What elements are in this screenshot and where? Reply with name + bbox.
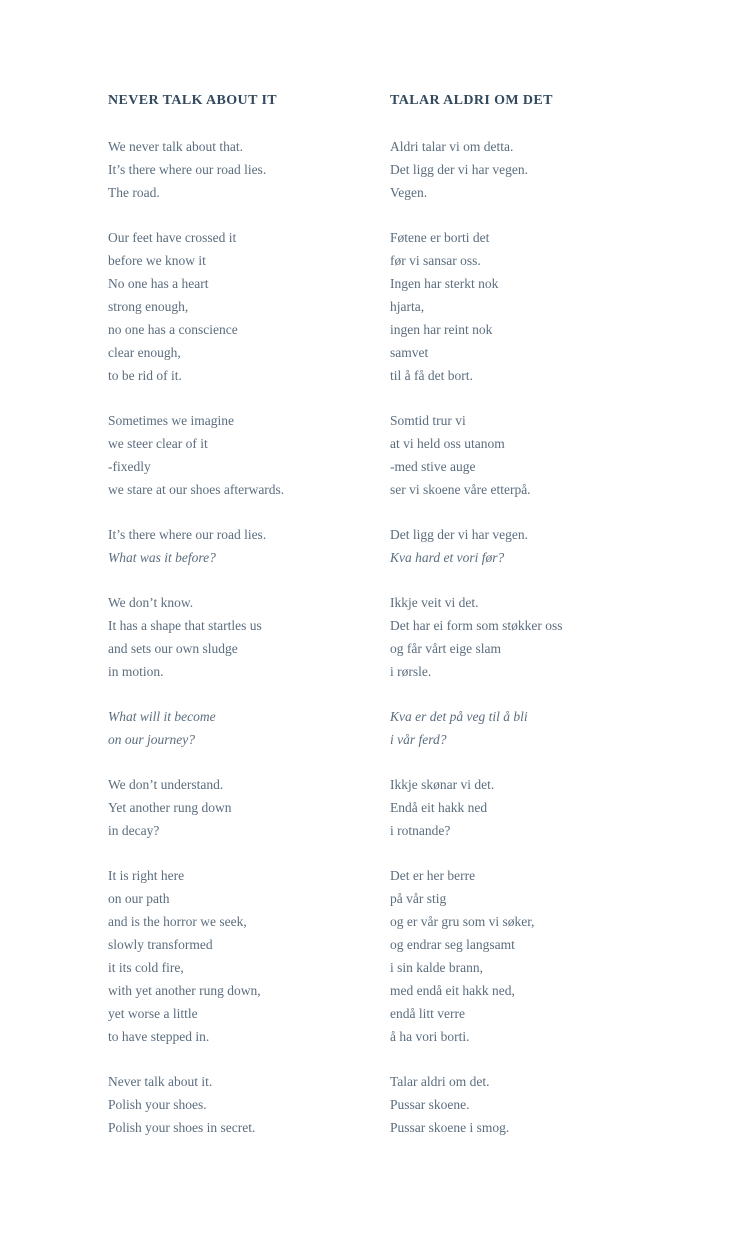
poem-line: No one has a heart: [108, 276, 209, 291]
poem-line: Det ligg der vi har vegen.: [390, 527, 528, 542]
poem-line: Polish your shoes.: [108, 1097, 207, 1112]
poem-line: slowly transformed: [108, 937, 213, 952]
poem-line: We never talk about that.: [108, 139, 243, 154]
stanza: [108, 773, 390, 842]
poem-line: Pussar skoene i smog.: [390, 1120, 510, 1135]
poem-line: Det er her berre: [390, 868, 476, 883]
poem-line: strong enough,: [108, 299, 189, 314]
poem-line: What was it before?: [108, 550, 216, 565]
stanza: [108, 135, 390, 204]
stanza: [390, 773, 672, 842]
poem-line: Never talk about it.: [108, 1074, 213, 1089]
poem-line: Føtene er borti det: [390, 230, 490, 245]
poem-line: in decay?: [108, 823, 160, 838]
poem-line: on our journey?: [108, 732, 195, 747]
column-nynorsk: [390, 89, 672, 1161]
poem-line: Pussar skoene.: [390, 1097, 470, 1112]
poem-line: og endrar seg langsamt: [390, 937, 515, 952]
poem-line: Aldri talar vi om detta.: [390, 139, 514, 154]
stanza: [108, 591, 390, 683]
poem-line: It is right here: [108, 868, 185, 883]
poem-line: we steer clear of it: [108, 436, 208, 451]
poem-line: It has a shape that startles us: [108, 618, 262, 633]
poem-line: yet worse a little: [108, 1006, 198, 1021]
poem-line: The road.: [108, 185, 160, 200]
poem-line: i sin kalde brann,: [390, 960, 483, 975]
poem-line: Ikkje skønar vi det.: [390, 777, 495, 792]
poem-line: Somtid trur vi: [390, 413, 466, 428]
poem-line: i vår ferd?: [390, 732, 447, 747]
poem-line: Det ligg der vi har vegen.: [390, 162, 528, 177]
poem-line: What will it become: [108, 709, 216, 724]
poem-line: Yet another rung down: [108, 800, 232, 815]
poem-line: Endå eit hakk ned: [390, 800, 488, 815]
poem-line: at vi held oss utanom: [390, 436, 505, 451]
poem-line: Kva er det på veg til å bli: [390, 709, 528, 724]
poem-line: Vegen.: [390, 185, 428, 200]
poem-line: on our path: [108, 891, 170, 906]
poem-line: ser vi skoene våre etterpå.: [390, 482, 531, 497]
poem-line: it its cold fire,: [108, 960, 184, 975]
poem-line: no one has a conscience: [108, 322, 238, 337]
poem-line: Ikkje veit vi det.: [390, 595, 479, 610]
stanza: [108, 409, 390, 501]
stanza: [390, 705, 672, 751]
poem-line: i rørsle.: [390, 664, 432, 679]
stanza: [108, 1070, 390, 1139]
poem-line: and is the horror we seek,: [108, 914, 247, 929]
poem-line: i rotnande?: [390, 823, 451, 838]
poem-line: Ingen har sterkt nok: [390, 276, 499, 291]
stanza: [390, 226, 672, 387]
stanza: [390, 409, 672, 501]
poem-line: clear enough,: [108, 345, 181, 360]
poem-line: with yet another rung down,: [108, 983, 261, 998]
stanza: [108, 864, 390, 1048]
poem-title-english: NEVER TALK ABOUT IT: [108, 93, 278, 108]
poem-line: Det har ei form som støkker oss: [390, 618, 563, 633]
column-english: [108, 89, 390, 1161]
stanza: [390, 135, 672, 204]
poem-line: og får vårt eige slam: [390, 641, 501, 656]
poem-line: We don’t understand.: [108, 777, 224, 792]
stanza: [108, 705, 390, 751]
stanza: [390, 591, 672, 683]
poem-line: Kva hard et vori før?: [390, 550, 505, 565]
poem-line: It’s there where our road lies.: [108, 527, 267, 542]
poem-line: å ha vori borti.: [390, 1029, 470, 1044]
poem-line: og er vår gru som vi søker,: [390, 914, 535, 929]
poem-title-nynorsk: TALAR ALDRI OM DET: [390, 93, 553, 108]
poem-line: før vi sansar oss.: [390, 253, 481, 268]
poem-line: before we know it: [108, 253, 206, 268]
poem-line: på vår stig: [390, 891, 447, 906]
poem-line: and sets our own sludge: [108, 641, 238, 656]
poem-line: in motion.: [108, 664, 164, 679]
stanza: [390, 864, 672, 1048]
poem-line: It’s there where our road lies.: [108, 162, 267, 177]
poem-line: med endå eit hakk ned,: [390, 983, 515, 998]
poem-line: we stare at our shoes afterwards.: [108, 482, 285, 497]
stanza: [108, 523, 390, 569]
poem-line: Polish your shoes in secret.: [108, 1120, 256, 1135]
poem-columns: [108, 89, 700, 1161]
poem-line: Talar aldri om det.: [390, 1074, 490, 1089]
stanza: [390, 1070, 672, 1139]
stanza: [390, 523, 672, 569]
poem-line: Our feet have crossed it: [108, 230, 237, 245]
poem-line: hjarta,: [390, 299, 425, 314]
poem-line: til å få det bort.: [390, 368, 473, 383]
poem-line: We don’t know.: [108, 595, 194, 610]
poem-line: Sometimes we imagine: [108, 413, 234, 428]
poem-line: samvet: [390, 345, 429, 360]
poem-line: -fixedly: [108, 459, 151, 474]
poem-line: to have stepped in.: [108, 1029, 210, 1044]
stanza: [108, 226, 390, 387]
poem-line: -med stive auge: [390, 459, 476, 474]
poem-line: endå litt verre: [390, 1006, 465, 1021]
poem-line: ingen har reint nok: [390, 322, 493, 337]
poem-line: to be rid of it.: [108, 368, 182, 383]
